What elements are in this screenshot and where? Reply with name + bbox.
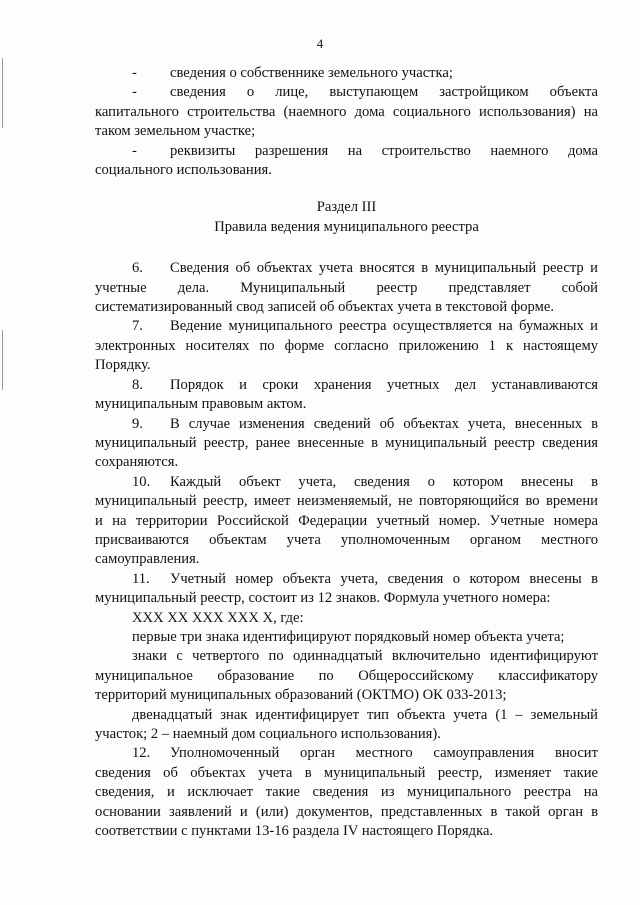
list-item <box>95 83 598 102</box>
paragraph-line: основании заявлений и (или) документов, представленных в такой орган в <box>95 803 598 820</box>
paragraph-text: Порядок и сроки хранения учетных дел устанавливаются <box>170 376 598 393</box>
list-dash: - <box>132 142 137 159</box>
list-item-continuation: капитального строительства (наемного дома социального использования) на <box>95 103 598 120</box>
paragraph-line: муниципальный реестр, ранее внесенные в муниципальный реестр сведения <box>95 434 598 451</box>
paragraph-number: 9. <box>132 415 143 432</box>
list-item <box>95 64 598 83</box>
paragraph-text: Ведение муниципального реестра осуществляется на бумажных и <box>170 318 598 335</box>
list-item-continuation: таком земельном участке; <box>95 123 256 140</box>
paragraph-text: Учетный номер объекта учета, сведения о котором внесены в <box>170 570 598 587</box>
paragraph-line: сохраняются. <box>95 454 179 471</box>
paragraph-text: Уполномоченный орган местного самоуправления вносит <box>170 745 598 762</box>
paragraph-line: сведения об объектах учета в муниципальный реестр, изменяет такие <box>95 764 598 781</box>
scan-edge-mark <box>2 330 3 390</box>
paragraph-8 <box>95 376 598 395</box>
paragraph-line: и на территории Российской Федерации учетный номер. Учетные номера <box>95 512 598 529</box>
paragraph-number: 7. <box>132 318 143 335</box>
paragraph-line: сведения, и исключает такие сведения из муниципального реестра на <box>95 784 598 801</box>
paragraph-11 <box>95 570 598 589</box>
paragraph-line: двенадцатый знак идентифицирует тип объекта учета (1 – земельный <box>132 706 598 723</box>
paragraph-7 <box>95 317 598 336</box>
paragraph-6 <box>95 259 598 278</box>
paragraph-line: систематизированный свод записей об объектах учета в текстовой форме. <box>95 299 554 316</box>
paragraph-line: присваиваются объектам учета уполномоченным органом местного <box>95 531 598 548</box>
paragraph-line: муниципальным правовым актом. <box>95 396 307 413</box>
paragraph-text: Каждый объект учета, сведения о котором внесены в <box>170 473 598 490</box>
document-body <box>95 64 598 841</box>
page-number: 4 <box>316 36 324 51</box>
list-item-text: сведения о лице, выступающем застройщиком объекта <box>170 84 598 101</box>
section-title: Раздел III <box>316 199 377 216</box>
number-formula: ХХХ ХХ ХХХ ХХХ Х, где: <box>132 609 304 626</box>
paragraph-number: 6. <box>132 260 143 277</box>
list-dash: - <box>132 65 137 81</box>
paragraph-line: учетные дела. Муниципальный реестр представляет собой <box>95 279 598 296</box>
paragraph-number: 12. <box>132 745 151 762</box>
list-item-continuation: социального использования. <box>95 162 272 179</box>
paragraph-number: 11. <box>132 570 150 587</box>
paragraph-line: муниципальный реестр, состоит из 12 знаков. Формула учетного номера: <box>95 590 551 607</box>
paragraph-line: муниципальный реестр, имеет неизменяемый, не повторяющийся во времени <box>95 493 598 510</box>
list-item <box>95 142 598 161</box>
list-item-text: реквизиты разрешения на строительство наемного дома <box>170 142 598 159</box>
paragraph-12 <box>95 744 598 763</box>
section-subtitle: Правила ведения муниципального реестра <box>214 218 479 235</box>
paragraph-number: 8. <box>132 376 143 393</box>
paragraph-line: участок; 2 – наемный дом социального использования). <box>95 726 441 742</box>
paragraph-line: первые три знака идентифицируют порядковый номер объекта учета; <box>132 628 565 645</box>
scan-edge-mark <box>2 58 3 128</box>
paragraph-line: Порядку. <box>95 357 151 374</box>
paragraph-line: электронных носителях по форме согласно приложению 1 к настоящему <box>95 337 598 354</box>
list-dash: - <box>132 84 137 101</box>
list-item-text: сведения о собственнике земельного участка; <box>170 65 453 81</box>
paragraph-10 <box>95 473 598 492</box>
paragraph-number: 10. <box>132 473 151 490</box>
paragraph-line: территорий муниципальных образований (ОКТМО) ОК 033-2013; <box>95 687 507 704</box>
paragraph-text: Сведения об объектах учета вносятся в муниципальный реестр и <box>170 260 598 277</box>
paragraph-line: знаки с четвертого по одиннадцатый включительно идентифицируют <box>132 648 598 665</box>
paragraph-line: самоуправления. <box>95 551 200 568</box>
paragraph-text: В случае изменения сведений об объектах учета, внесенных в <box>170 415 598 432</box>
paragraph-9 <box>95 415 598 434</box>
paragraph-line: муниципальное образование по Общероссийскому классификатору <box>95 667 598 684</box>
paragraph-line: соответствии с пунктами 13-16 раздела IV настоящего Порядка. <box>95 823 494 840</box>
